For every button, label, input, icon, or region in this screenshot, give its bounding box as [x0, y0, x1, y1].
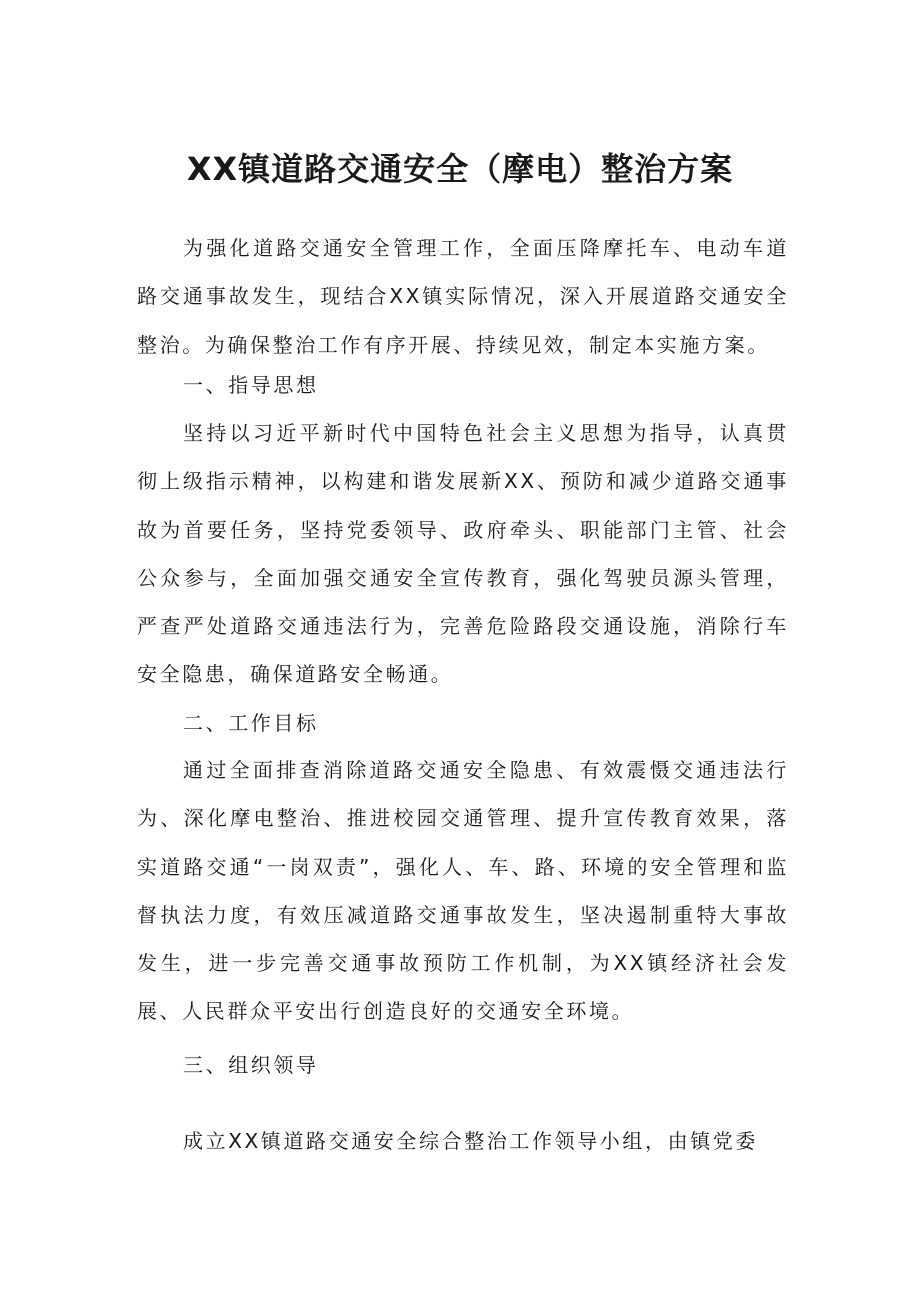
- section-body-guiding-ideology: 坚持以习近平新时代中国特色社会主义思想为指导，认真贯彻上级指示精神，以构建和谐发展新XX、预防和减少道路交通事故为首要任务，坚持党委领导、政府牵头、职能部门主管、社会公众参与，全面加强交通安全宣传教育，强化驾驶员源头管理，严查严处道路交通违法行为，完善危险路段交通设施，消除行车安全隐患，确保道路安全畅通。: [137, 421, 789, 687]
- section-body-organization: 成立XX镇道路交通安全综合整治工作领导小组，由镇党委: [183, 1129, 759, 1153]
- section-body-work-goals: 通过全面排查消除道路交通安全隐患、有效震慑交通违法行为、深化摩电整治、推进校园交通管理、提升宣传教育效果，落实道路交通“一岗双责”，强化人、车、路、环境的安全管理和监督执法力度，有效压减道路交通事故发生，坚决遏制重特大事故发生，进一步完善交通事故预防工作机制，为XX镇经济社会发展、人民群众平安出行创造良好的交通安全环境。: [137, 758, 789, 1024]
- section-heading-work-goals: 二、工作目标: [183, 711, 319, 735]
- section-heading-organization: 三、组织领导: [183, 1053, 319, 1077]
- document-title: XX镇道路交通安全（摩电）整治方案: [186, 150, 734, 189]
- section-heading-guiding-ideology: 一、指导思想: [183, 373, 319, 397]
- intro-paragraph: 为强化道路交通安全管理工作，全面压降摩托车、电动车道路交通事故发生，现结合XX镇实际情况，深入开展道路交通安全整治。为确保整治工作有序开展、持续见效，制定本实施方案。: [137, 236, 789, 357]
